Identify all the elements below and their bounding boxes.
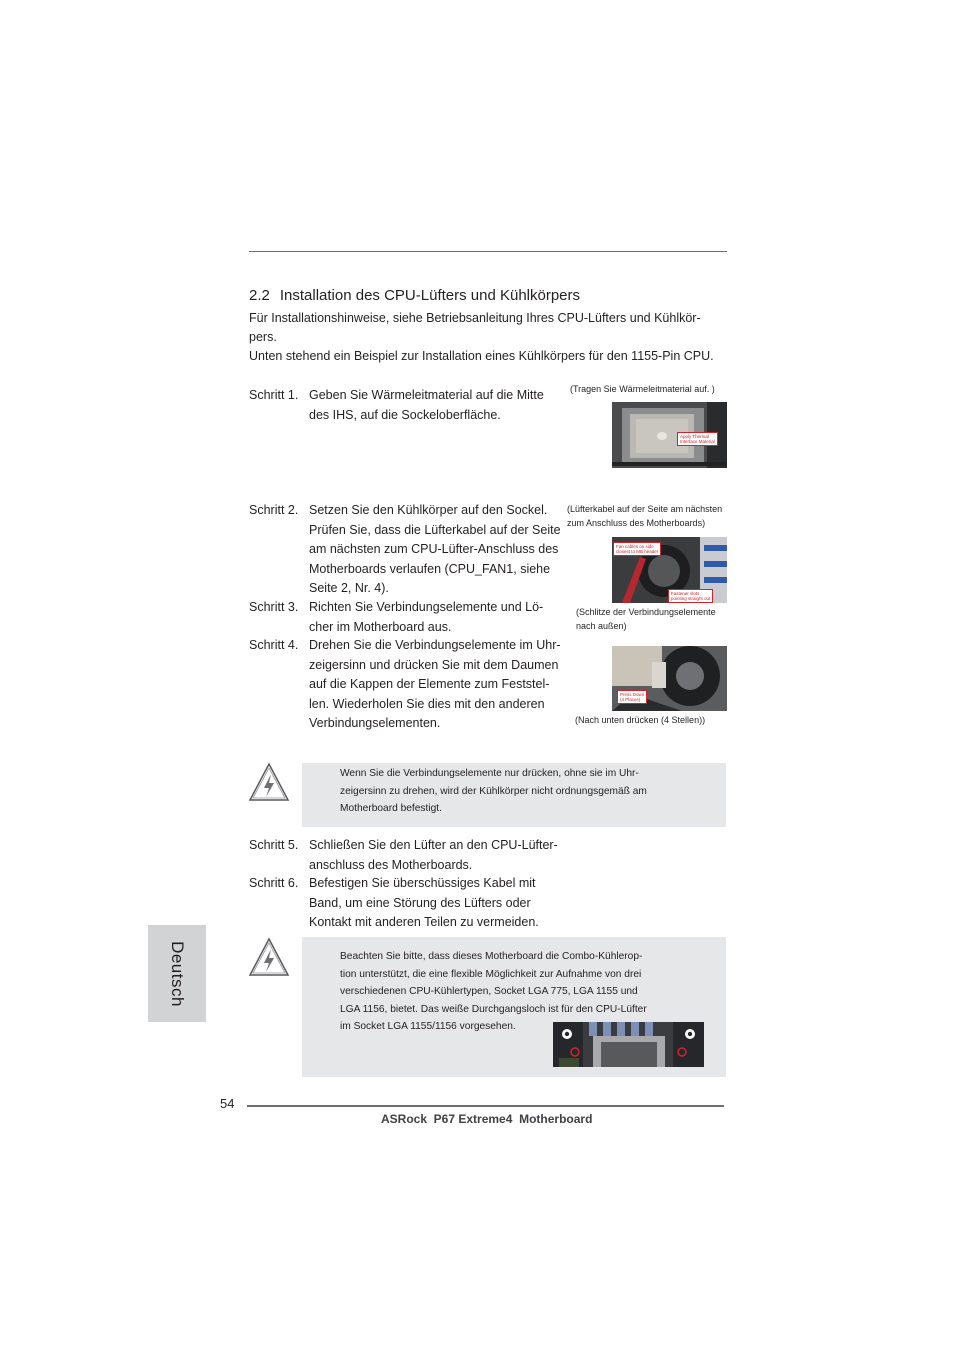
step-line: Seite 2, Nr. 4).	[309, 581, 389, 595]
intro-line: Unten stehend ein Beispiel zur Installation eines Kühlkörpers für den 1155-Pin CPU.	[249, 349, 714, 363]
step-line: len. Wiederholen Sie dies mit den anderen	[309, 696, 545, 711]
step-line: Richten Sie Verbindungselemente und Lö-	[309, 600, 544, 614]
step-line: Band, um eine Störung des Lüfters oder	[309, 895, 531, 910]
section-number: 2.2	[249, 287, 270, 304]
photo-tag	[668, 589, 713, 603]
tag-line: closest to MB header	[616, 549, 659, 554]
photo-tag	[677, 432, 718, 446]
note-line: im Socket LGA 1155/1156 vorgesehen.	[340, 1021, 516, 1032]
step-line: anschluss des Motherboards.	[309, 857, 473, 872]
section-title-text: Installation des CPU-Lüfters und Kühlkörpers	[279, 287, 581, 304]
step-label: Schritt 5.	[249, 838, 299, 852]
language-side-tab	[148, 925, 206, 1022]
tag-line: Fan cables on side	[616, 544, 654, 549]
tag-line: Fastener slots	[671, 591, 700, 596]
note-line: tion unterstützt, die eine flexible Möglichkeit zur Aufnahme von drei	[340, 968, 642, 980]
step-text	[309, 874, 571, 933]
top-rule	[249, 251, 727, 252]
warning-triangle-icon	[248, 937, 290, 977]
side-tab-label: Deutsch	[168, 940, 187, 1007]
mounting-holes-illustration	[553, 1022, 704, 1067]
step-label: Schritt 2.	[249, 503, 299, 517]
step-text	[309, 836, 571, 875]
tag-line: (4 Places)	[620, 697, 641, 702]
step-line: cher im Motherboard aus.	[309, 619, 452, 634]
photo-thermal-paste	[612, 402, 727, 468]
warning-triangle-icon	[248, 762, 290, 802]
note-line: Wenn Sie die Verbindungselemente nur drücken, ohne sie im Uhr-	[340, 768, 639, 779]
step-line: am nächsten zum CPU-Lüfter-Anschluss des	[309, 542, 559, 556]
tag-line: pointing straight out	[671, 596, 711, 601]
step-text	[309, 598, 571, 637]
caption-line: nach außen)	[576, 621, 627, 631]
section-title	[249, 287, 580, 304]
step-label: Schritt 1.	[249, 388, 299, 402]
tag-line: Interface Material	[680, 439, 715, 444]
page-number: 54	[220, 1096, 235, 1111]
footer-product-name: ASRock P67 Extreme4 Motherboard	[381, 1112, 593, 1126]
note-line: verschiedenen CPU-Kühlertypen, Socket LGA 775, LGA 1155 und	[340, 986, 638, 997]
step-line: Kontakt mit anderen Teilen zu vermeiden.	[309, 915, 539, 929]
step-line: Drehen Sie die Verbindungselemente im Uhr-	[309, 638, 561, 652]
caption-line: (Lüfterkabel auf der Seite am nächsten	[567, 504, 723, 514]
step-line: zeigersinn und drücken Sie mit dem Daumen	[309, 657, 559, 672]
step-line: Befestigen Sie überschüssiges Kabel mit	[309, 876, 536, 890]
photo-caption	[567, 502, 722, 530]
footer-rule	[247, 1105, 724, 1107]
step-line: Prüfen Sie, dass die Lüfterkabel auf der Seite	[309, 522, 561, 537]
photo-socket-holes	[553, 1022, 704, 1067]
step-line: Setzen Sie den Kühlkörper auf den Sockel.	[309, 503, 548, 517]
step-line: Schließen Sie den Lüfter an den CPU-Lüfter-	[309, 838, 558, 852]
photo-tag	[613, 542, 661, 556]
note-text	[340, 765, 720, 818]
note-line: Beachten Sie bitte, dass dieses Motherboard die Combo-Kühlerop-	[340, 951, 643, 962]
tag-line: Press Down	[620, 692, 645, 697]
step-label: Schritt 6.	[249, 876, 299, 890]
step-line: Geben Sie Wärmeleitmaterial auf die Mitte	[309, 388, 544, 402]
tag-line: Apply Thermal	[680, 434, 709, 439]
photo-caption: (Nach unten drücken (4 Stellen))	[575, 715, 706, 725]
photo-caption: (Tragen Sie Wärmeleitmaterial auf. )	[570, 384, 715, 394]
intro-line: pers.	[249, 330, 277, 344]
step-line: des IHS, auf die Sockeloberfläche.	[309, 407, 501, 422]
step-line: Motherboards verlaufen (CPU_FAN1, siehe	[309, 561, 551, 576]
step-line: Verbindungselementen.	[309, 716, 441, 730]
photo-caption	[576, 605, 716, 633]
step-text	[309, 386, 569, 425]
step-text	[309, 501, 571, 599]
note-line: zeigersinn zu drehen, wird der Kühlkörper nicht ordnungsgemäß am	[340, 785, 647, 797]
photo-tag	[617, 690, 647, 704]
intro-paragraph	[249, 309, 729, 366]
step-label: Schritt 4.	[249, 638, 299, 652]
photo-heatsink-cables	[612, 537, 727, 603]
step-label: Schritt 3.	[249, 600, 299, 614]
photo-press-down	[612, 646, 727, 711]
note-line: Motherboard befestigt.	[340, 803, 442, 814]
step-text	[309, 636, 571, 734]
step-line: auf die Kappen der Elemente zum Feststel-	[309, 677, 550, 691]
intro-line: Für Installationshinweise, siehe Betriebsanleitung Ihres CPU-Lüfters und Kühlkör-	[249, 311, 701, 325]
caption-line: zum Anschluss des Motherboards)	[567, 518, 706, 528]
note-line: LGA 1156, bietet. Das weiße Durchgangsloch ist für den CPU-Lüfter	[340, 1003, 647, 1015]
caption-line: (Schlitze der Verbindungselemente	[576, 607, 716, 617]
